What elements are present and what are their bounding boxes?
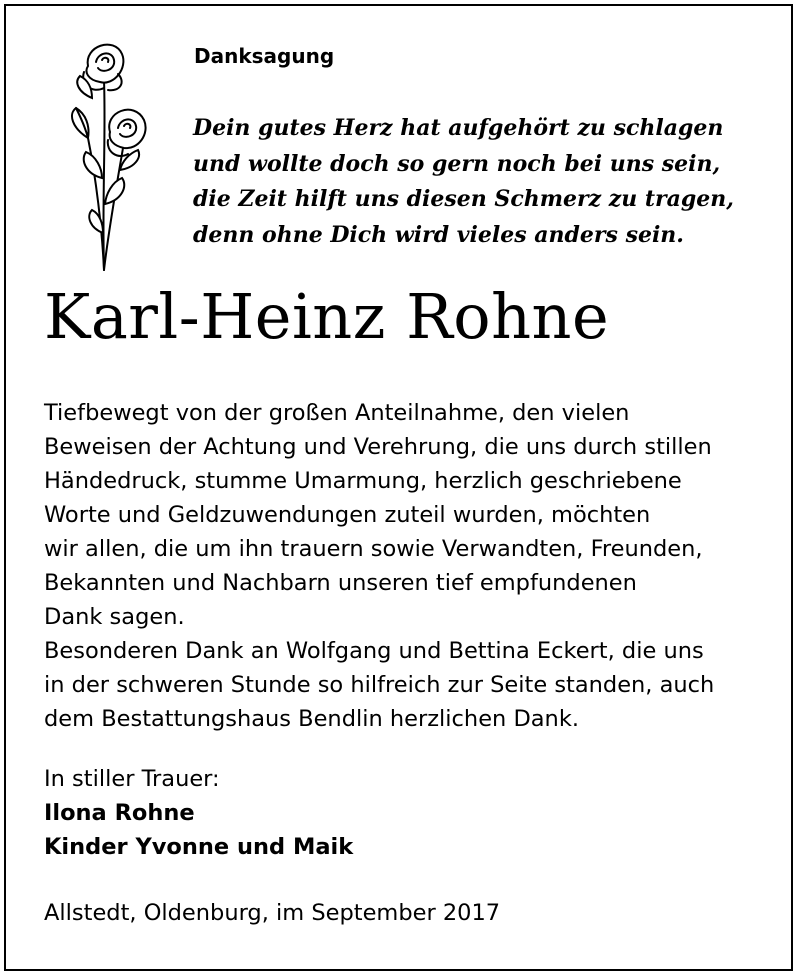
message-line: Bekannten und Nachbarn unseren tief empfundenen [44,570,637,596]
signature-name: Ilona Rohne [44,800,195,826]
message-line: Beweisen der Achtung und Verehrung, die uns durch stillen [44,434,712,460]
message-line: Besonderen Dank an Wolfgang und Bettina Eckert, die uns [44,638,704,664]
poem-line: Dein gutes Herz hat aufgehört zu schlagen [193,115,724,141]
signature-block [44,762,353,864]
poem-block [193,111,783,253]
message-line: Worte und Geldzuwendungen zuteil wurden, möchten [44,502,651,528]
message-line: Tiefbewegt von der großen Anteilnahme, den vielen [44,400,630,426]
message-line: Händedruck, stumme Umarmung, herzlich geschriebene [44,468,682,494]
header-title: Danksagung [194,44,335,68]
poem-line: denn ohne Dich wird vieles anders sein. [193,221,684,248]
poem-line: die Zeit hilft uns diesen Schmerz zu tragen, [193,186,734,212]
rose-illustration-icon [58,28,168,273]
poem-line: und wollte doch so gern noch bei uns sein, [193,150,721,177]
place-date: Allstedt, Oldenburg, im September 2017 [44,900,501,926]
message-line: wir allen, die um ihn trauern sowie Verwandten, Freunden, [44,536,703,562]
message-line: in der schweren Stunde so hilfreich zur Seite standen, auch [44,672,715,698]
message-line: dem Bestattungshaus Bendlin herzlichen Dank. [44,706,580,732]
message-text [44,396,784,736]
signature-intro: In stiller Trauer: [44,766,220,792]
signature-name: Kinder Yvonne und Maik [44,834,354,860]
message-line: Dank sagen. [44,604,185,630]
deceased-name: Karl-Heinz Rohne [44,280,610,353]
